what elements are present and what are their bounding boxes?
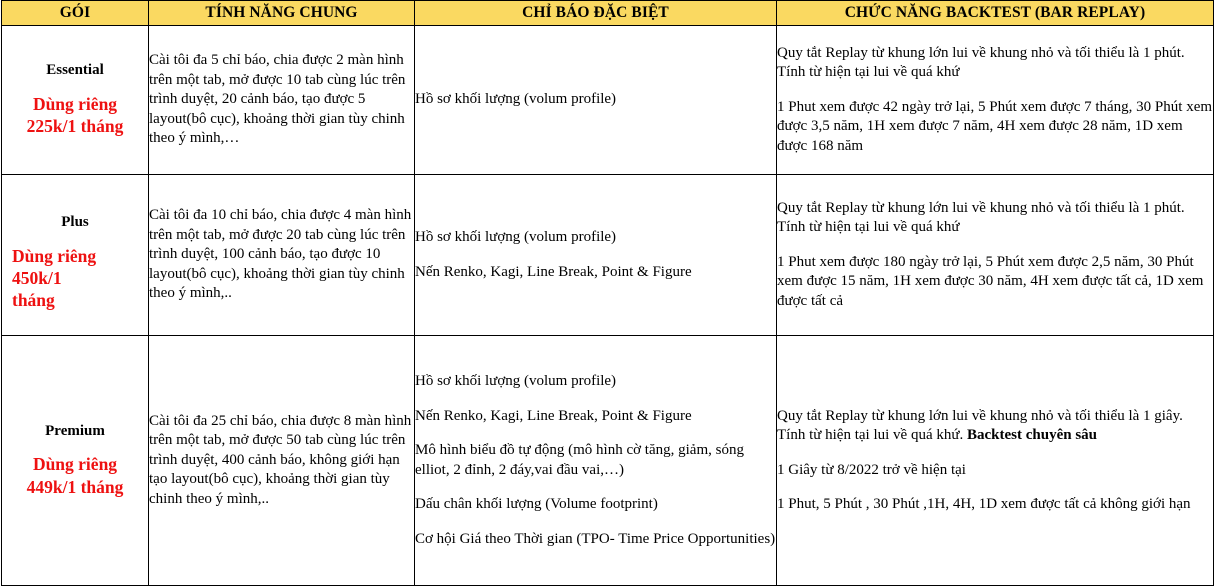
backtest-paragraph: Quy tắt Replay từ khung lớn lui về khung nhỏ và tối thiểu là 1 phút. Tính từ hiện tại lui về quá khứ [777,44,1185,81]
backtest-paragraph: 1 Giây từ 8/2022 trở về hiện tại [777,461,966,478]
plan-price-line-3: tháng [12,289,55,310]
general-features-cell-plus [149,175,415,336]
backtest-paragraph: 1 Phut xem được 180 ngày trở lại, 5 Phút xem được 2,5 năm, 30 Phút xem được 15 năm, 1H xem được 30 năm, 4H xem được tất cả, 1D xem được tất cả [777,253,1204,309]
header-row [2,1,1214,26]
backtest-paragraph [777,407,1213,446]
plan-name: Plus [61,214,89,231]
indicator-item: Nến Renko, Kagi, Line Break, Point & Figure [415,407,692,424]
indicator-item: Hồ sơ khối lượng (volum profile) [415,373,617,389]
backtest-paragraph: 1 Phut xem được 42 ngày trở lại, 5 Phút xem được 7 tháng, 30 Phút xem được 3,5 năm, 1H xem được 7 năm, 4H xem được 28 năm, 1D xem được 168 năm [777,98,1213,154]
plan-name: Premium [45,422,105,439]
backtest-paragraph-normal: Quy tắt Replay từ khung lớn lui về khung nhỏ và tối thiểu là 1 giây. Tính từ hiện tại lui về quá khứ. [777,407,1183,443]
general-features-cell-essential [149,26,415,175]
general-features-cell-premium [149,336,415,586]
backtest-cell-premium [777,336,1214,586]
backtest-paragraph: Quy tắt Replay từ khung lớn lui về khung nhỏ và tối thiểu là 1 phút. Tính từ hiện tại lui về quá khứ [777,199,1185,236]
backtest-paragraph: 1 Phut, 5 Phút , 30 Phút ,1H, 4H, 1D xem được tất cả không giới hạn [777,496,1191,512]
table-row-essential [2,26,1214,175]
indicator-item: Mô hình biểu đồ tự động (mô hình cờ tăng, giảm, sóng elliot, 2 đỉnh, 2 đáy,vai đầu vai,…) [415,442,744,478]
backtest-cell-plus [777,175,1214,336]
column-header-backtest: CHỨC NĂNG BACKTEST (BAR REPLAY) [777,1,1214,26]
general-features-text: Cài tôi đa 25 chỉ báo, chia được 8 màn hình trên một tab, mở được 50 tab cùng lúc trên trình duyệt, 400 cảnh báo, không giới hạn tạo layout(bô cục), khoảng thời gian tùy chinh theo ý mình,.. [149,412,412,507]
table-row-premium [2,336,1214,586]
backtest-highlight: Backtest chuyên sâu [966,427,1097,443]
general-features-text: Cài tôi đa 10 chỉ báo, chia được 4 màn hình trên một tab, mở được 20 tab cùng lúc trên trình duyệt, 100 cảnh báo, tạo được 10 layout(bô cục), khoảng thời gian tùy chinh theo ý mình,.. [149,207,412,302]
plan-price [2,93,148,138]
plan-price-line-1: Dùng riêng [32,93,118,114]
column-header-general-features: TÍNH NĂNG CHUNG [149,1,415,26]
plan-price-line-2: 225k/1 tháng [26,116,124,137]
plan-price [2,453,148,498]
plan-price-line-2: 450k/1 [12,268,62,289]
special-indicators-cell-plus [415,175,777,336]
indicator-item: Nến Renko, Kagi, Line Break, Point & Figure [415,263,692,280]
special-indicators-cell-essential [415,26,777,175]
special-indicators-cell-premium [415,336,777,586]
general-features-text: Cài tôi đa 5 chỉ báo, chia được 2 màn hình trên một tab, mở được 10 tab cùng lúc trên trình duyệt, 20 cảnh báo, tạo được 5 layout(bô cục), khoảng thời gian tùy chinh theo ý mình,… [149,52,406,147]
plan-cell-plus [2,175,149,336]
indicator-item: Hồ sơ khối lượng (volum profile) [415,91,617,108]
plan-price-line-1: Dùng riêng [12,245,97,266]
plan-cell-essential [2,26,149,175]
table-header [2,1,1214,26]
plan-price [2,245,148,310]
plan-price-line-2: 449k/1 tháng [26,476,124,497]
indicator-item: Dấu chân khối lượng (Volume footprint) [415,496,658,512]
column-header-special-indicators: CHỈ BÁO ĐẶC BIỆT [415,1,777,26]
plan-price-line-1: Dùng riêng [32,454,118,475]
indicator-item: Hồ sơ khối lượng (volum profile) [415,229,617,245]
plan-cell-premium [2,336,149,586]
pricing-comparison-table [1,0,1214,586]
table-body [2,26,1214,586]
indicator-item: Cơ hội Giá theo Thời gian (TPO- Time Price Opportunities) [415,530,776,547]
plan-name: Essential [46,62,104,79]
backtest-cell-essential [777,26,1214,175]
table-row-plus [2,175,1214,336]
column-header-plan: GÓI [2,1,149,26]
